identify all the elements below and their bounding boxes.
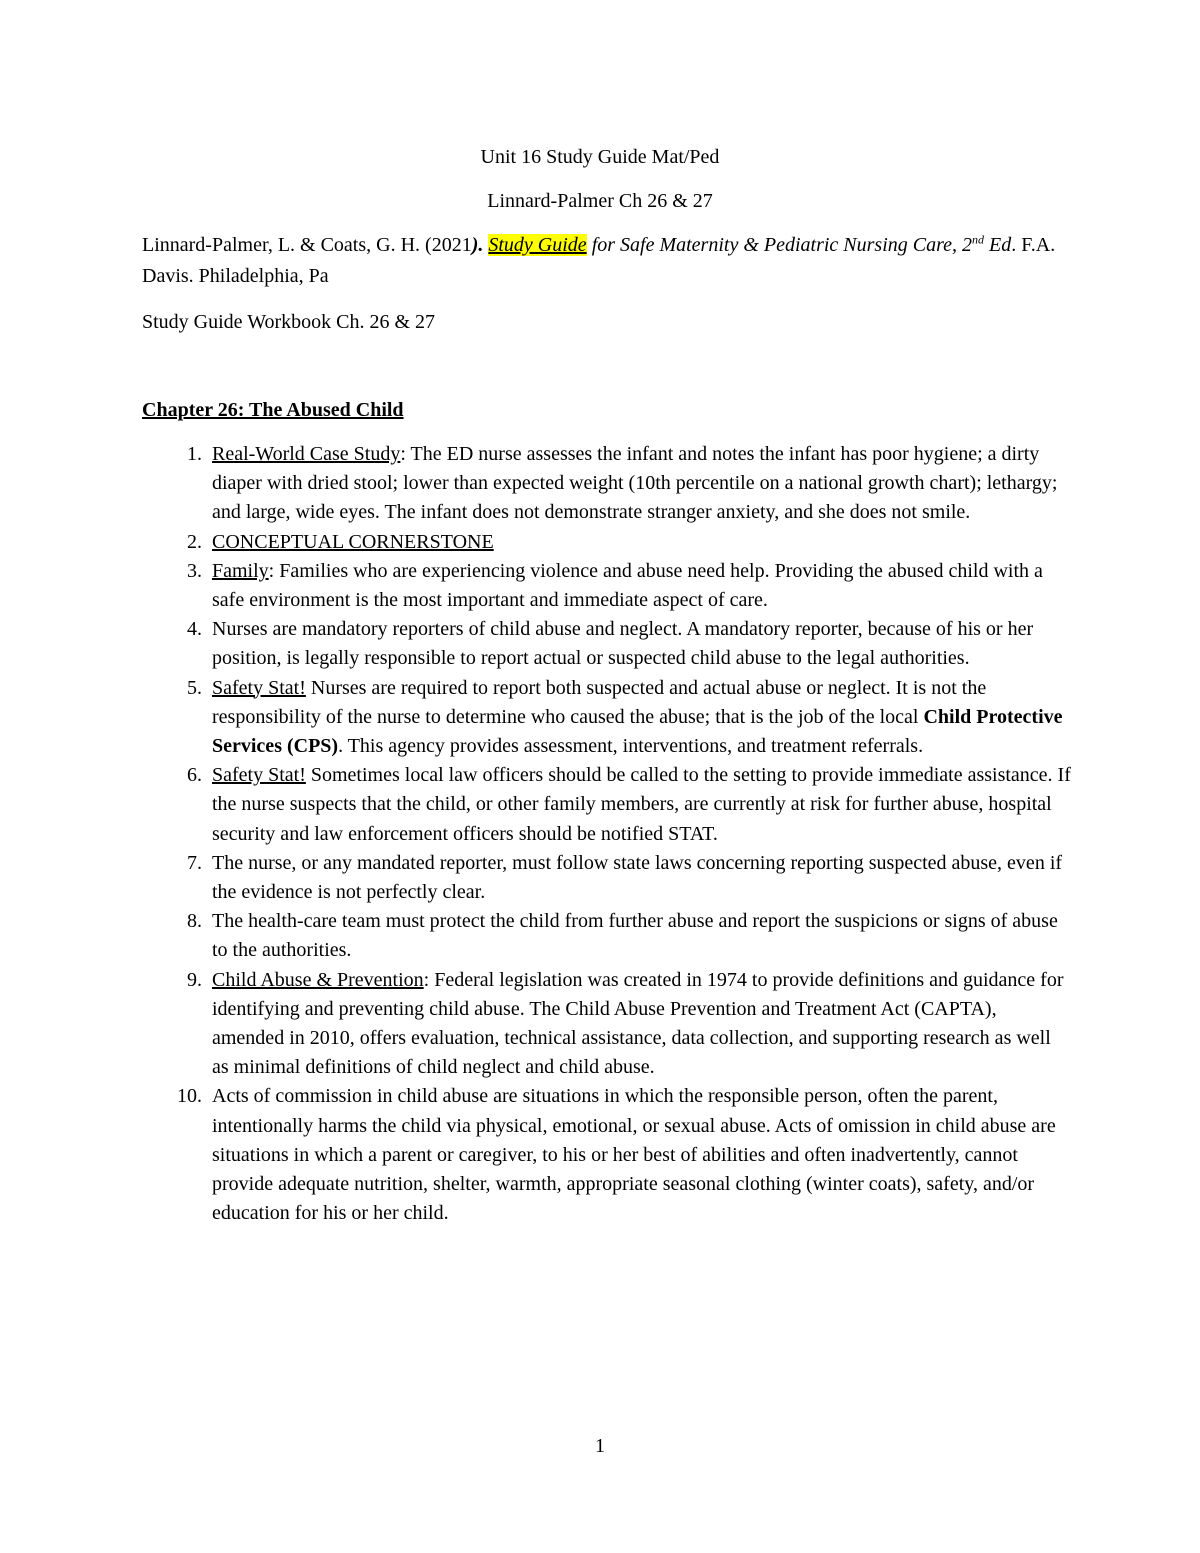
item-text: Acts of commission in child abuse are situations in which the responsible person, often the parent, intentionally harms the child via physical, emotional, or sexual abuse. Acts of omission in child abuse are situations in which a parent or caregiver, to his or her best of abilities and often inadvertently, cannot provide adequate nutrition, shelter, warmth, appropriate seasonal clothing (winter coats), safety, and/or education for his or her child. [212,1085,1056,1225]
item-number: 10. [177,1085,202,1108]
item-lead: Real-World Case Study [212,443,401,465]
citation-publisher: . F.A. Davis. Philadelphia, Pa [142,234,1056,287]
citation [142,230,1072,292]
item-lead: Safety Stat! [212,676,306,699]
item-text: Nurses are mandatory reporters of child abuse and neglect. A mandatory reporter, because of his or her position, is legally responsible to report actual or suspected child abuse to the legal authorities. [212,618,1034,670]
citation-title: for Safe Maternity & Pediatric Nursing Care, 2 [586,234,973,256]
list-item [142,849,1072,907]
item-text: Sometimes local law officers should be called to the setting to provide immediate assistance. If the nurse suspects that the child, or other family members, are currently at risk for further abuse, hospital security and law enforcement officers should be notified STAT. [212,764,1071,845]
citation-sup: nd [972,232,985,247]
item-text: : The ED nurse assesses the infant and notes the infant has poor hygiene; a dirty diaper with dried stool; lower than expected weight (10th percentile on a national growth chart); lethargy; and large, wide eyes. The infant does not demonstrate stranger anxiety, and she does not smile. [212,443,1058,524]
item-text: The health-care team must protect the child from further abuse and report the suspicions or signs of abuse to the authorities. [212,910,1058,962]
item-number: 1. [187,443,202,465]
item-number: 9. [187,968,202,991]
citation-highlight: Study Guide [488,234,587,256]
list-item [142,1082,1072,1228]
list-item [142,528,1072,557]
list-item [142,557,1072,615]
item-lead: CONCEPTUAL CORNERSTONE [212,530,494,553]
item-number: 7. [187,851,202,874]
item-text: Nurses are required to report both suspected and actual abuse or neglect. It is not the responsibility of the nurse to determine who caused the abuse; that is the job of the local [212,676,987,728]
item-number: 5. [187,676,202,699]
item-text: The nurse, or any mandated reporter, must follow state laws concerning reporting suspected abuse, even if the evidence is not perfectly clear. [212,851,1063,904]
workbook-reference: Study Guide Workbook Ch. 26 & 27 [142,311,436,333]
study-list [142,440,1072,1228]
document-subtitle: Linnard-Palmer Ch 26 & 27 [487,190,713,212]
item-lead: Family [212,559,269,582]
list-item [142,966,1072,1083]
citation-edition: Ed [984,234,1012,256]
item-tail: . This agency provides assessment, interventions, and treatment referrals. [338,735,924,758]
list-item [142,761,1072,849]
item-number: 6. [187,764,202,787]
page-number: 1 [595,1435,605,1457]
item-text: : Families who are experiencing violence and abuse need help. Providing the abused child with a safe environment is the most important and immediate aspect of care. [212,559,1043,612]
item-number: 2. [187,530,202,553]
list-item [142,615,1072,673]
chapter-heading: Chapter 26: The Abused Child [142,399,404,421]
citation-paren: ). [471,234,484,256]
list-item [142,907,1072,965]
item-bold: Child Protective Services (CPS) [212,705,1063,758]
list-item [142,674,1072,762]
list-item [142,440,1072,528]
item-lead: Child Abuse & Prevention [212,968,424,991]
item-number: 3. [187,559,202,582]
item-lead: Safety Stat! [212,764,306,787]
citation-authors: Linnard-Palmer, L. & Coats, G. H. (2021 [142,234,472,256]
document-title: Unit 16 Study Guide Mat/Ped [480,146,720,168]
item-number: 4. [187,618,202,641]
item-number: 8. [187,910,202,933]
item-text: : Federal legislation was created in 1974 to provide definitions and guidance for identifying and preventing child abuse. The Child Abuse Prevention and Treatment Act (CAPTA), amended in 2010, offers evaluation, technical assistance, data collection, and supporting research as well as minimal definitions of child neglect and child abuse. [212,968,1064,1079]
